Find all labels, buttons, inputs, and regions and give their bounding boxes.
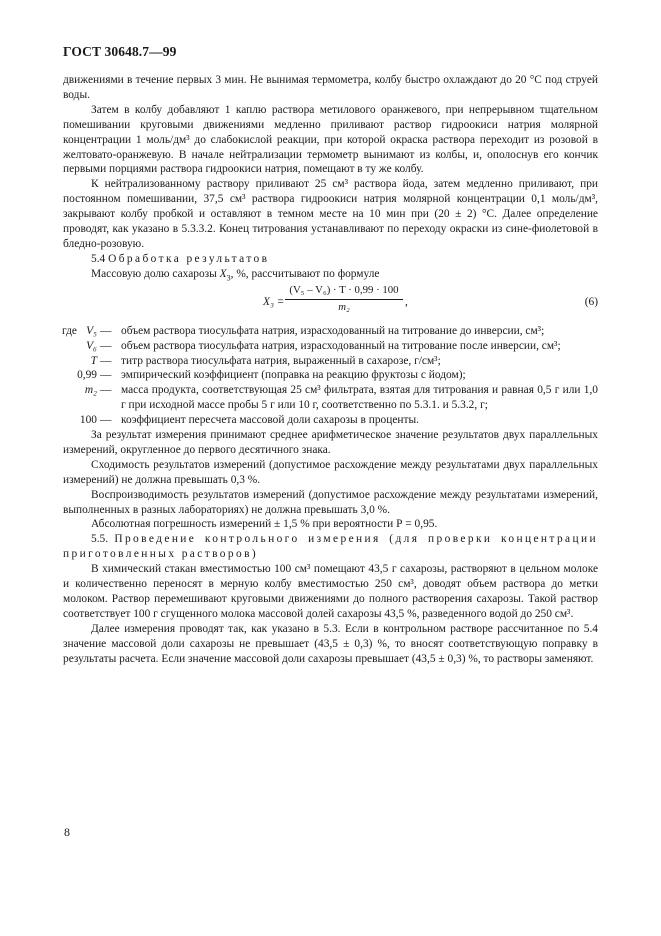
formula-lhs: X₃ = — [263, 295, 285, 308]
definition-v5 — [63, 324, 598, 339]
conclusion-1: За результат измерения принимают среднее арифметическое значение результатов двух параллельных измерений, округленное до первого десятичного знака. — [63, 429, 598, 456]
section-5-4-title: Обработка результатов — [108, 252, 270, 265]
paragraph-4-post: , %, рассчитывают по формуле — [230, 267, 380, 280]
paragraph-1: движениями в течение первых 3 мин. Не вынимая термометра, колбу быстро охлаждают до 20 °С под струей воды. — [63, 74, 598, 101]
section-5-4-heading — [63, 252, 598, 267]
conclusion-2: Сходимость результатов измерений (допустимое расхождение между результатами двух параллельных измерений) не должна превышать 0,3 %. — [63, 458, 598, 486]
page-number: 8 — [64, 825, 70, 839]
definition-symbol: V₆ — [86, 339, 97, 352]
definition-text: масса продукта, соответствующая 25 см³ фильтрата, взятая для титрования и равная 0,5 г или 1,0 г при исходной массе пробы 5 г или 10 г, соответственно по 5.3.1. и 5.3.2, г; — [121, 384, 598, 412]
definition-symbol: V₅ — [86, 324, 97, 337]
conclusion-4: Абсолютная погрешность измерений ± 1,5 % при вероятности Р = 0,95. — [91, 518, 438, 531]
definition-text: коэффициент пересчета массовой доли сахарозы в проценты. — [121, 414, 419, 427]
definition-v6 — [63, 339, 598, 354]
definition-dash: — — [100, 324, 112, 337]
paragraph-4: Массовую долю сахарозы $X_3$, %, рассчитывают по формуле — [91, 267, 380, 283]
definition-t — [63, 354, 598, 369]
conclusion-3: Воспроизводимость результатов измерений (допустимое расхождение между результатами измерений, выполненных в разных лабораториях) не должна превышать 3,0 %. — [63, 488, 598, 516]
paragraph-4-pre: Массовую долю сахарозы — [91, 267, 220, 280]
definition-text: объем раствора тиосульфата натрия, израсходованный на титрование до инверсии, см³; — [121, 324, 545, 337]
paragraph-5: В химический стакан вместимостью 100 см³ помещают 43,5 г сахарозы, растворяют в цельном молоке и количественно переносят в мерную колбу вместимостью 250 см³, доводят объем раствора до метки молоком. Раствор перемешивают круговыми движениями до полного растворения сахарозы. Такой раствор соответствует 100 г сгущенного молока массовой долей сахарозы 43,5 %, разведенного водой до 250 см³. — [63, 563, 598, 620]
section-5-5-heading — [63, 532, 598, 562]
definition-text: титр раствора тиосульфата натрия, выраженный в сахарозе, г/см³; — [121, 354, 441, 367]
formula-comma: , — [405, 295, 408, 308]
document-body — [63, 73, 598, 667]
definition-dash: — — [100, 414, 112, 427]
definition-099 — [63, 368, 598, 383]
section-5-4-number: 5.4 — [91, 252, 106, 265]
x3-symbol: X — [219, 267, 227, 280]
formula-denominator: m₂ — [338, 300, 350, 313]
formula-fraction — [285, 283, 403, 315]
definition-dash: — — [100, 339, 112, 352]
definition-text: эмпирический коэффициент (поправка на реакцию фруктозы с йодом); — [121, 369, 466, 382]
paragraph-3: К нейтрализованному раствору приливают 25 см³ раствора йода, затем медленно приливают, при постоянном помешивании, 37,5 см³ раствора гидроокиси натрия молярной концентрации 0,1 моль/дм³, закрывают колбу пробкой и оставляют в темном месте на 10 мин при (20 ± 2) °С. Далее определение проводят, как указано в 5.3.3.2. Конец титрования устанавливают по переходу окраски из сине-фиолетовой в бледно-розовую. — [63, 178, 598, 250]
definition-100 — [63, 413, 598, 428]
section-5-5-title: Проведение контрольного измерения (для проверки концентрации приготовленных растворов) — [63, 533, 598, 561]
document-header: ГОСТ 30648.7—99 — [63, 44, 177, 59]
definition-symbol: 0,99 — [77, 369, 97, 382]
formula-number: (6) — [584, 295, 598, 308]
definition-symbol: 100 — [79, 414, 97, 427]
section-5-5-number: 5.5. — [91, 533, 109, 546]
formula-6 — [63, 283, 598, 321]
definition-prefix: где — [62, 324, 77, 337]
paragraph-6: Далее измерения проводят так, как указано в 5.3. Если в контрольном растворе рассчитанное по 5.4 значение массовой доли сахарозы не превышает (43,5 ± 0,3) %, то вносят соответствующую поправку в результаты расчета. Если значение массовой доли сахарозы превышает (43,5 ± 0,3) %, то растворы заменяют. — [63, 622, 598, 665]
definitions-list — [63, 324, 598, 428]
definition-text: объем раствора тиосульфата натрия, израсходованный на титрование после инверсии, см³; — [121, 339, 561, 352]
paragraph-2: Затем в колбу добавляют 1 каплю раствора метилового оранжевого, при непрерывном тщательном помешивании круговыми движениями медленно приливают раствор гидроокиси натрия молярной концентрации 1 моль/дм³ до слабокислой реакции, при которой окраска раствора переходит из розовой в желтовато-оранжевую. В начале нейтрализации термометр вынимают из колбы, и, ополоснув его кончик первыми порциями раствора гидроокиси натрия, помещают в ту же колбу. — [63, 103, 598, 176]
definition-m2 — [63, 383, 598, 413]
definition-symbol: m₂ — [84, 384, 97, 397]
definition-dash: — — [100, 369, 112, 382]
definition-symbol: T — [90, 354, 97, 367]
formula-numerator: (V₅ – V₆) · T · 0,99 · 100 — [285, 283, 403, 300]
definition-dash: — — [100, 354, 112, 367]
definition-dash: — — [100, 384, 112, 397]
